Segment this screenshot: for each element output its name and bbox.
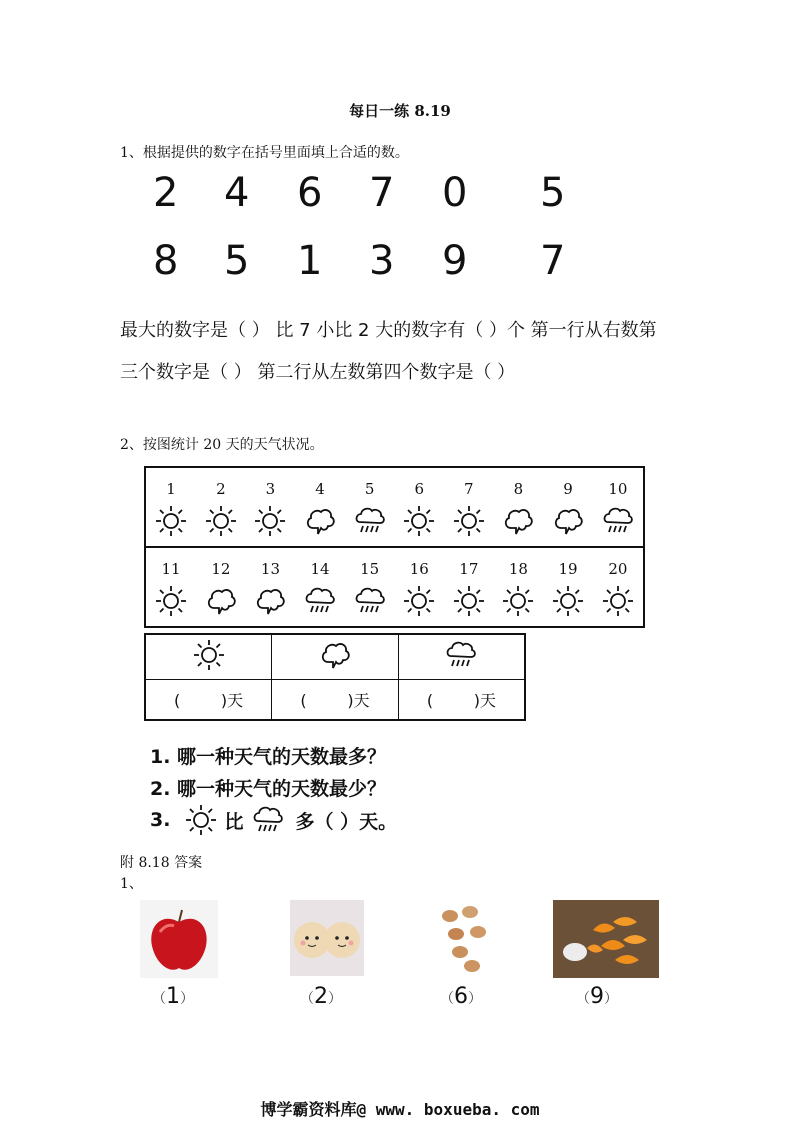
sun-icon bbox=[601, 584, 635, 618]
day-number: 12 bbox=[211, 560, 231, 578]
weather-cell bbox=[593, 500, 644, 547]
weather-row-1 bbox=[145, 500, 644, 547]
day-number: 6 bbox=[414, 480, 424, 498]
weather-cell bbox=[145, 580, 196, 627]
weather-cell bbox=[295, 580, 345, 627]
weather-cell bbox=[295, 500, 345, 547]
sun-icon bbox=[192, 638, 226, 672]
question-2-prompt: 2、按图统计 20 天的天气状况。 bbox=[120, 437, 324, 453]
rain-icon bbox=[444, 638, 478, 672]
open-paren: （ bbox=[152, 991, 166, 1007]
day-number: 5 bbox=[364, 480, 375, 498]
answers-label: 1、 bbox=[120, 876, 143, 892]
day-number: 18 bbox=[508, 560, 528, 578]
digit: 9 bbox=[442, 238, 468, 284]
day-number: 15 bbox=[360, 560, 380, 578]
day-number: 4 bbox=[315, 480, 325, 498]
weather-cell bbox=[196, 580, 246, 627]
close-paren: ） bbox=[604, 991, 618, 1007]
open-paren: （ bbox=[440, 991, 454, 1007]
eggs-image bbox=[436, 900, 496, 976]
weather-cell bbox=[543, 500, 593, 547]
answers-heading: 附 8.18 答案 bbox=[120, 855, 203, 871]
sun-icon bbox=[154, 584, 188, 618]
digit: 4 bbox=[224, 170, 250, 216]
days-row-2 bbox=[145, 547, 644, 580]
page-title: 每日一练 8.19 bbox=[349, 102, 451, 120]
question-3-tail: 多（ ）天。 bbox=[295, 810, 398, 833]
sun-icon bbox=[452, 584, 486, 618]
answer-cookies bbox=[300, 984, 342, 1009]
sun-icon bbox=[184, 803, 218, 837]
weather-cell bbox=[345, 500, 395, 547]
question-2-2: 2. 哪一种天气的天数最少？ bbox=[150, 778, 387, 800]
weather-cell bbox=[543, 580, 593, 627]
answer-apple bbox=[152, 984, 194, 1009]
answer-value: 1 bbox=[166, 984, 180, 1009]
day-number: 7 bbox=[464, 480, 474, 498]
sun-icon bbox=[204, 504, 238, 538]
question-1-line-1: 最大的数字是（ ） 比 7 小比 2 大的数字有（ ）个 第一行从右数第 bbox=[120, 320, 657, 341]
weather-cell bbox=[444, 580, 494, 627]
sun-icon bbox=[452, 504, 486, 538]
digit: 7 bbox=[540, 238, 566, 284]
days-row-1 bbox=[145, 467, 644, 500]
weather-cell bbox=[444, 500, 494, 547]
day-number: 8 bbox=[513, 480, 524, 498]
day-number: 1 bbox=[166, 480, 176, 498]
weather-cell bbox=[145, 500, 196, 547]
digit: 1 bbox=[297, 238, 323, 284]
rain-icon bbox=[353, 504, 387, 538]
weather-row-2 bbox=[145, 580, 644, 627]
weather-cell bbox=[246, 500, 296, 547]
weather-cell bbox=[246, 580, 296, 627]
digit: 6 bbox=[297, 170, 323, 216]
open-paren: （ bbox=[576, 991, 590, 1007]
weather-cell bbox=[196, 500, 246, 547]
weather-cell bbox=[394, 580, 444, 627]
weather-cell bbox=[494, 580, 544, 627]
digit: 0 bbox=[442, 170, 468, 216]
cloud-icon bbox=[501, 504, 535, 538]
answer-eggs bbox=[440, 984, 482, 1009]
answer-value: 2 bbox=[314, 984, 328, 1009]
digit: 3 bbox=[369, 238, 395, 284]
digit: 2 bbox=[153, 170, 179, 216]
day-number: 2 bbox=[216, 480, 226, 498]
close-paren: ） bbox=[328, 991, 342, 1007]
tally-table bbox=[144, 633, 526, 721]
rain-icon bbox=[251, 803, 285, 837]
digit-row-2 bbox=[120, 238, 620, 288]
day-number: 11 bbox=[161, 560, 181, 578]
weather-cell bbox=[345, 580, 395, 627]
sun-icon bbox=[551, 584, 585, 618]
day-number: 13 bbox=[260, 560, 280, 578]
sun-icon bbox=[501, 584, 535, 618]
weather-cell bbox=[394, 500, 444, 547]
sun-icon bbox=[253, 504, 287, 538]
day-number: 3 bbox=[265, 480, 276, 498]
answer-value: 6 bbox=[454, 984, 468, 1009]
tally-blank-cloud: ( )天 bbox=[300, 691, 370, 710]
close-paren: ） bbox=[180, 991, 194, 1007]
rain-icon bbox=[601, 504, 635, 538]
day-number: 17 bbox=[459, 560, 479, 578]
rain-icon bbox=[353, 584, 387, 618]
tally-blank-rain: ( )天 bbox=[426, 691, 496, 710]
answer-value: 9 bbox=[590, 984, 604, 1009]
question-1-line-2: 三个数字是（ ） 第二行从左数第四个数字是（ ） bbox=[120, 362, 516, 383]
cloud-icon bbox=[303, 504, 337, 538]
compare-word: 比 bbox=[224, 810, 244, 833]
day-number: 16 bbox=[409, 560, 429, 578]
day-number: 9 bbox=[563, 480, 573, 498]
open-paren: （ bbox=[300, 991, 314, 1007]
footer-watermark: 博学霸资料库@ www. boxueba. com bbox=[260, 1100, 540, 1119]
tally-blank-sun: ( )天 bbox=[173, 691, 244, 710]
digit: 5 bbox=[224, 238, 250, 284]
question-1-prompt: 1、根据提供的数字在括号里面填上合适的数。 bbox=[120, 145, 409, 161]
sun-icon bbox=[402, 584, 436, 618]
answer-oranges bbox=[576, 984, 618, 1009]
sun-icon bbox=[154, 504, 188, 538]
digit: 8 bbox=[153, 238, 179, 284]
close-paren: ） bbox=[468, 991, 482, 1007]
question-2-3 bbox=[150, 800, 397, 840]
tally-cloud-cell bbox=[272, 634, 399, 680]
digit-row-1 bbox=[120, 170, 620, 220]
day-number: 20 bbox=[608, 560, 628, 578]
question-number: 3. bbox=[150, 809, 171, 831]
rain-icon bbox=[303, 584, 337, 618]
digit: 7 bbox=[369, 170, 395, 216]
cloud-icon bbox=[253, 584, 287, 618]
day-number: 14 bbox=[310, 560, 330, 578]
weather-table bbox=[144, 466, 645, 628]
tally-sun-cell bbox=[145, 634, 272, 680]
cloud-icon bbox=[318, 638, 352, 672]
cloud-icon bbox=[204, 584, 238, 618]
cloud-icon bbox=[551, 504, 585, 538]
question-2-1: 1. 哪一种天气的天数最多？ bbox=[150, 746, 387, 768]
weather-cell bbox=[494, 500, 544, 547]
cookies-image bbox=[290, 900, 364, 976]
oranges-image bbox=[553, 900, 659, 978]
apple-image bbox=[140, 900, 218, 978]
tally-rain-cell bbox=[398, 634, 525, 680]
weather-cell bbox=[593, 580, 644, 627]
day-number: 10 bbox=[608, 480, 628, 498]
sun-icon bbox=[402, 504, 436, 538]
digit: 5 bbox=[540, 170, 566, 216]
day-number: 19 bbox=[558, 560, 578, 578]
